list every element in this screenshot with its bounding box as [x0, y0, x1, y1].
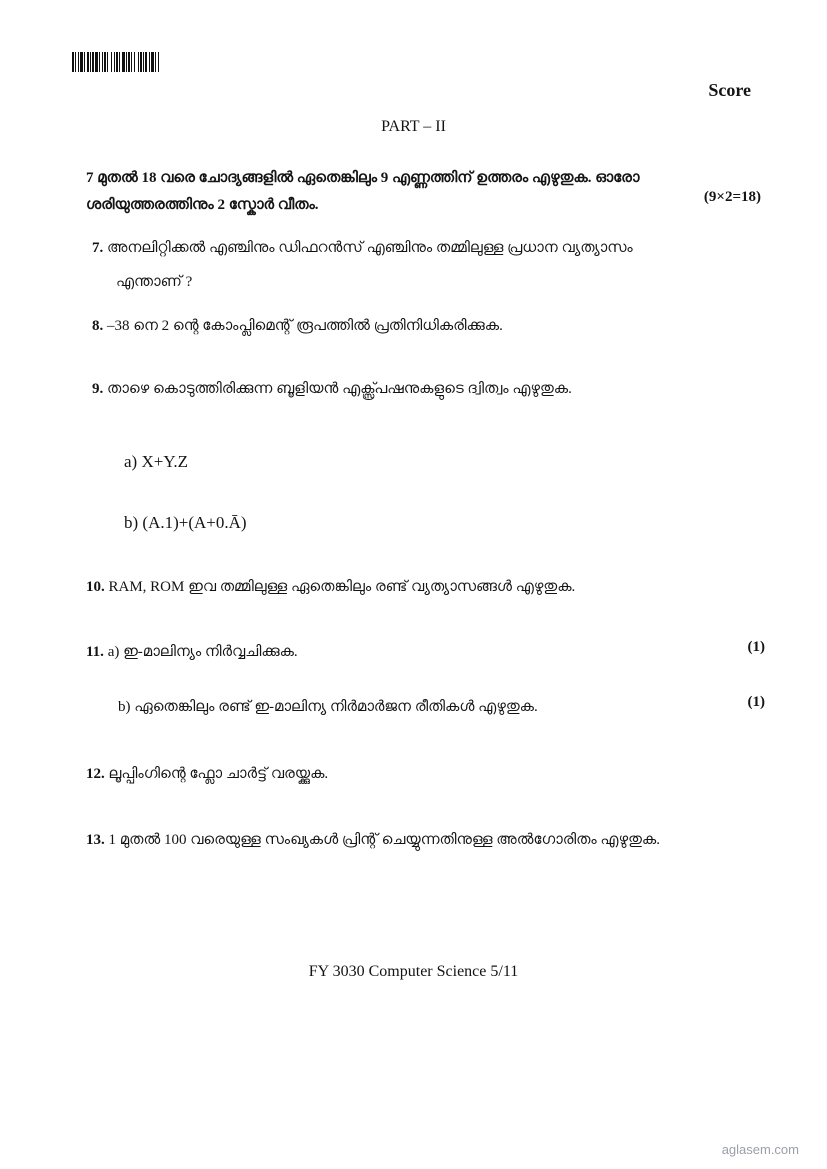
question-7-continued: എന്താണ് ? [116, 274, 193, 290]
question-11 [86, 642, 298, 662]
question-9 [92, 379, 572, 399]
instructions-text: 7 മുതൽ 18 വരെ ചോദ്യങ്ങളിൽ ഏതെങ്കിലും 9 എണ്ണത്തിന് ഉത്തരം എഴുതുക. ഓരോ ശരിയുത്തരത്തിനും 2 സ്കോർ വീതം. [86, 170, 640, 213]
instructions-marks: (9×2=18) [703, 189, 761, 205]
question-text: അനലിറ്റിക്കൽ എഞ്ചിനും ഡിഫറൻസ് എഞ്ചിനും തമ്മിലുള്ള പ്രധാന വ്യത്യാസം [107, 240, 633, 256]
question-text: താഴെ കൊടുത്തിരിക്കുന്ന ബൂളിയൻ എക്സ്പ്രഷനുകളുടെ ദ്വിത്വം എഴുതുക. [107, 381, 572, 397]
question-9-option-a: a) X+Y.Z [124, 452, 189, 471]
question-11b-marks: (1) [747, 694, 765, 710]
question-number: 10. [86, 579, 105, 595]
question-number: 12. [86, 766, 105, 782]
question-number: 7. [92, 240, 104, 256]
question-number: 13. [86, 832, 105, 848]
question-10 [86, 577, 575, 597]
score-label: Score [708, 80, 751, 100]
question-11-part-a: a) ഇ-മാലിന്യം നിർവ്വചിക്കുക. [107, 644, 298, 660]
question-text: ലൂപ്പിംഗിന്റെ ഫ്ലോ ചാർട്ട് വരയ്ക്കുക. [108, 766, 329, 782]
question-11-part-b: b) ഏതെങ്കിലും രണ്ട് ഇ-മാലിന്യ നിർമാർജന രീതികൾ എഴുതുക. [118, 699, 538, 715]
question-8 [92, 316, 503, 336]
question-text: –38 നെ 2 ന്റെ കോംപ്ലിമെന്റ് രൂപത്തിൽ പ്രതിനിധികരിക്കുക. [107, 318, 503, 334]
question-number: 9. [92, 381, 104, 397]
question-11a-marks: (1) [747, 639, 765, 655]
question-9-option-b: b) (A.1)+(A+0.Ā) [124, 513, 247, 532]
page-footer: FY 3030 Computer Science 5/11 [308, 963, 519, 980]
question-text: RAM, ROM ഇവ തമ്മിലുള്ള ഏതെങ്കിലും രണ്ട് വ്യത്യാസങ്ങൾ എഴുതുക. [108, 579, 576, 595]
watermark: aglasem.com [721, 1142, 799, 1157]
part-title: PART – II [381, 118, 446, 135]
question-13 [86, 830, 660, 850]
question-number: 8. [92, 318, 104, 334]
question-7 [92, 238, 633, 258]
barcode [72, 52, 200, 72]
question-12 [86, 764, 328, 784]
question-text: 1 മുതൽ 100 വരെയുള്ള സംഖ്യകൾ പ്രിന്റ് ചെയ്യുന്നതിനുള്ള അൽഗോരിതം എഴുതുക. [108, 832, 660, 848]
question-number: 11. [86, 644, 104, 660]
